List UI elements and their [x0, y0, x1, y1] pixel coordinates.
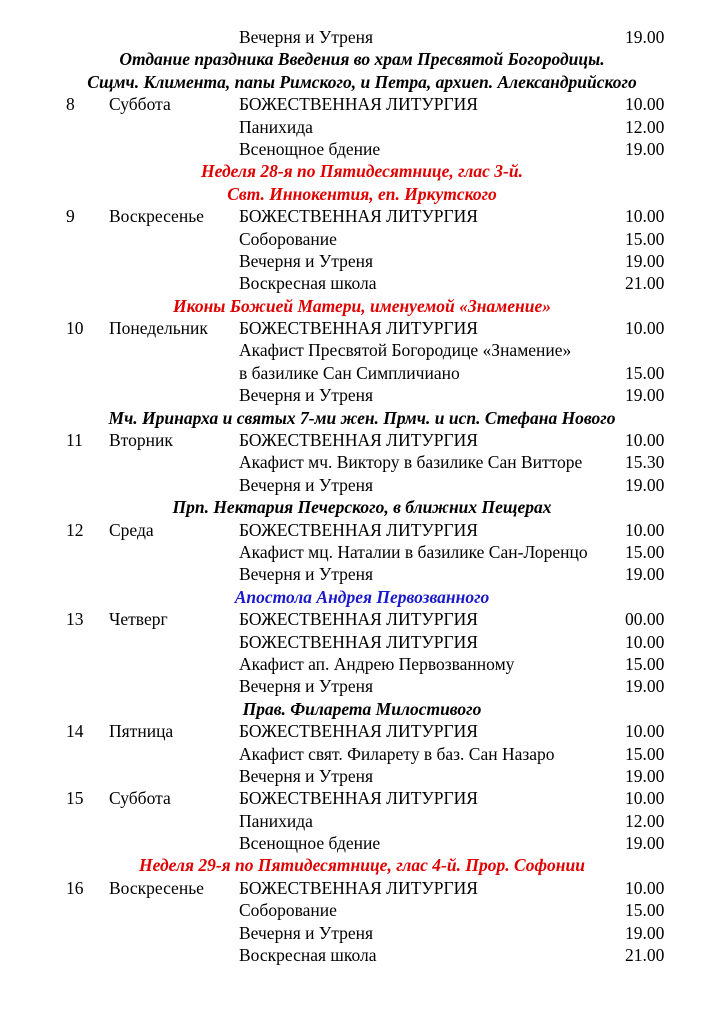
schedule-page — [0, 26, 724, 966]
service-time: 10.00 — [625, 788, 665, 809]
service-name: БОЖЕСТВЕННАЯ ЛИТУРГИЯ — [239, 631, 478, 652]
service-time: 15.30 — [625, 452, 665, 473]
service-name: Вечерня и Утреня — [239, 27, 374, 47]
service-name: Панихида — [239, 116, 313, 137]
service-time: 10.00 — [625, 721, 665, 742]
weekday: Воскресенье — [109, 877, 204, 898]
service-time: 15.00 — [625, 653, 665, 674]
service-name: Всенощное бдение — [239, 833, 381, 854]
schedule-row — [0, 832, 724, 854]
day-number: 9 — [66, 206, 75, 227]
weekday: Пятница — [109, 721, 174, 742]
schedule-row — [0, 228, 724, 250]
service-time: 10.00 — [625, 94, 665, 115]
service-time: 10.00 — [625, 519, 665, 540]
service-name: Вечерня и Утреня — [239, 922, 374, 943]
service-time: 10.00 — [625, 877, 665, 898]
service-name: Акафист мц. Наталии в базилике Сан-Лоренцо — [239, 541, 588, 562]
service-time: 19.00 — [625, 564, 665, 585]
service-name: Воскресная школа — [239, 273, 377, 294]
schedule-row — [0, 93, 724, 115]
schedule-row — [0, 384, 724, 406]
service-name: Акафист мч. Виктору в базилике Сан Витторе — [239, 452, 583, 473]
service-name: Вечерня и Утреня — [239, 474, 374, 495]
schedule-row — [0, 765, 724, 787]
feast-heading: Иконы Божией Матери, именуемой «Знамение» — [173, 295, 551, 316]
schedule-row — [0, 339, 724, 361]
service-time: 15.00 — [625, 541, 665, 562]
service-time: 15.00 — [625, 743, 665, 764]
service-name: БОЖЕСТВЕННАЯ ЛИТУРГИЯ — [239, 430, 478, 451]
schedule-row — [0, 563, 724, 585]
service-name: БОЖЕСТВЕННАЯ ЛИТУРГИЯ — [239, 877, 478, 898]
service-name: БОЖЕСТВЕННАЯ ЛИТУРГИЯ — [239, 788, 478, 809]
service-time: 10.00 — [625, 430, 665, 451]
day-number: 12 — [66, 519, 84, 540]
service-time: 00.00 — [625, 609, 665, 630]
service-time: 19.00 — [625, 138, 665, 159]
service-time: 21.00 — [625, 273, 665, 294]
schedule-row — [0, 899, 724, 921]
schedule-row — [0, 743, 724, 765]
schedule-row — [0, 138, 724, 160]
service-name: Всенощное бдение — [239, 138, 381, 159]
service-time: 10.00 — [625, 318, 665, 339]
service-time: 19.00 — [625, 833, 665, 854]
service-name: Акафист Пресвятой Богородице «Знамение» — [239, 340, 572, 361]
service-name: Акафист ап. Андрею Первозванному — [239, 653, 515, 674]
schedule-row — [0, 451, 724, 473]
service-time: 12.00 — [625, 810, 665, 831]
service-name: Соборование — [239, 900, 337, 921]
weekday: Воскресенье — [109, 206, 204, 227]
service-time: 12.00 — [625, 116, 665, 137]
service-time: 15.00 — [625, 362, 665, 383]
service-time: 21.00 — [625, 945, 665, 966]
service-time: 19.00 — [625, 922, 665, 943]
schedule-row — [0, 631, 724, 653]
day-number: 10 — [66, 318, 84, 339]
weekday: Среда — [109, 519, 154, 540]
service-time: 19.00 — [625, 250, 665, 271]
schedule-row — [0, 205, 724, 227]
feast-heading: Прп. Нектария Печерского, в ближних Пещерах — [172, 497, 552, 518]
service-name: БОЖЕСТВЕННАЯ ЛИТУРГИЯ — [239, 609, 478, 630]
service-name: Соборование — [239, 228, 337, 249]
weekday: Суббота — [109, 788, 171, 809]
service-name: БОЖЕСТВЕННАЯ ЛИТУРГИЯ — [239, 94, 478, 115]
feast-heading: Мч. Иринарха и святых 7-ми жен. Прмч. и исп. Стефана Нового — [108, 407, 616, 428]
schedule-row — [0, 608, 724, 630]
schedule-row — [0, 250, 724, 272]
schedule-row — [0, 474, 724, 496]
schedule-row — [0, 272, 724, 294]
service-name: БОЖЕСТВЕННАЯ ЛИТУРГИЯ — [239, 721, 478, 742]
service-name: БОЖЕСТВЕННАЯ ЛИТУРГИЯ — [239, 318, 478, 339]
day-number: 13 — [66, 609, 84, 630]
service-name: Вечерня и Утреня — [239, 564, 374, 585]
schedule-row — [0, 720, 724, 742]
service-time: 19.00 — [625, 474, 665, 495]
feast-heading: Апостола Андрея Первозванного — [234, 586, 490, 607]
service-name: Вечерня и Утреня — [239, 676, 374, 697]
day-number: 16 — [66, 877, 84, 898]
schedule-row — [0, 877, 724, 899]
schedule-row — [0, 317, 724, 339]
feast-heading: Свт. Иннокентия, еп. Иркутского — [227, 183, 497, 204]
schedule-row — [0, 944, 724, 966]
service-name: Вечерня и Утреня — [239, 385, 374, 406]
day-number: 15 — [66, 788, 84, 809]
schedule-row — [0, 922, 724, 944]
feast-heading: Отдание праздника Введения во храм Пресвятой Богородицы. — [119, 49, 605, 70]
service-name: Воскресная школа — [239, 945, 377, 966]
schedule-row — [0, 429, 724, 451]
service-time: 19.00 — [625, 676, 665, 697]
service-name: в базилике Сан Симпличиано — [239, 362, 460, 383]
feast-heading: Прав. Филарета Милостивого — [242, 698, 482, 719]
service-name: Вечерня и Утреня — [239, 250, 374, 271]
schedule-row — [0, 541, 724, 563]
schedule-row — [0, 362, 724, 384]
schedule-row — [0, 787, 724, 809]
service-time: 19.00 — [625, 765, 665, 786]
schedule-row — [0, 26, 724, 48]
weekday: Суббота — [109, 94, 171, 115]
feast-heading: Неделя 28-я по Пятидесятнице, глас 3-й. — [201, 161, 523, 182]
day-number: 14 — [66, 721, 84, 742]
weekday: Понедельник — [109, 318, 208, 339]
service-time: 15.00 — [625, 900, 665, 921]
feast-heading: Неделя 29-я по Пятидесятнице, глас 4-й. Прор. Софонии — [139, 855, 585, 876]
service-time: 19.00 — [625, 385, 665, 406]
schedule-row — [0, 519, 724, 541]
service-name: БОЖЕСТВЕННАЯ ЛИТУРГИЯ — [239, 206, 478, 227]
feast-heading: Сщмч. Климента, папы Римского, и Петра, архиеп. Александрийского — [87, 71, 637, 92]
service-name: Вечерня и Утреня — [239, 765, 374, 786]
weekday: Четверг — [109, 609, 168, 630]
service-time: 15.00 — [625, 228, 665, 249]
service-time: 10.00 — [625, 206, 665, 227]
day-number: 11 — [66, 430, 83, 451]
service-name: БОЖЕСТВЕННАЯ ЛИТУРГИЯ — [239, 519, 478, 540]
service-name: Акафист свят. Филарету в баз. Сан Назаро — [239, 743, 555, 764]
service-time: 19.00 — [625, 27, 665, 47]
service-time: 10.00 — [625, 631, 665, 652]
service-name: Панихида — [239, 810, 313, 831]
schedule-row — [0, 675, 724, 697]
schedule-row — [0, 653, 724, 675]
schedule-row — [0, 116, 724, 138]
weekday: Вторник — [109, 430, 173, 451]
day-number: 8 — [66, 94, 75, 115]
schedule-row — [0, 810, 724, 832]
